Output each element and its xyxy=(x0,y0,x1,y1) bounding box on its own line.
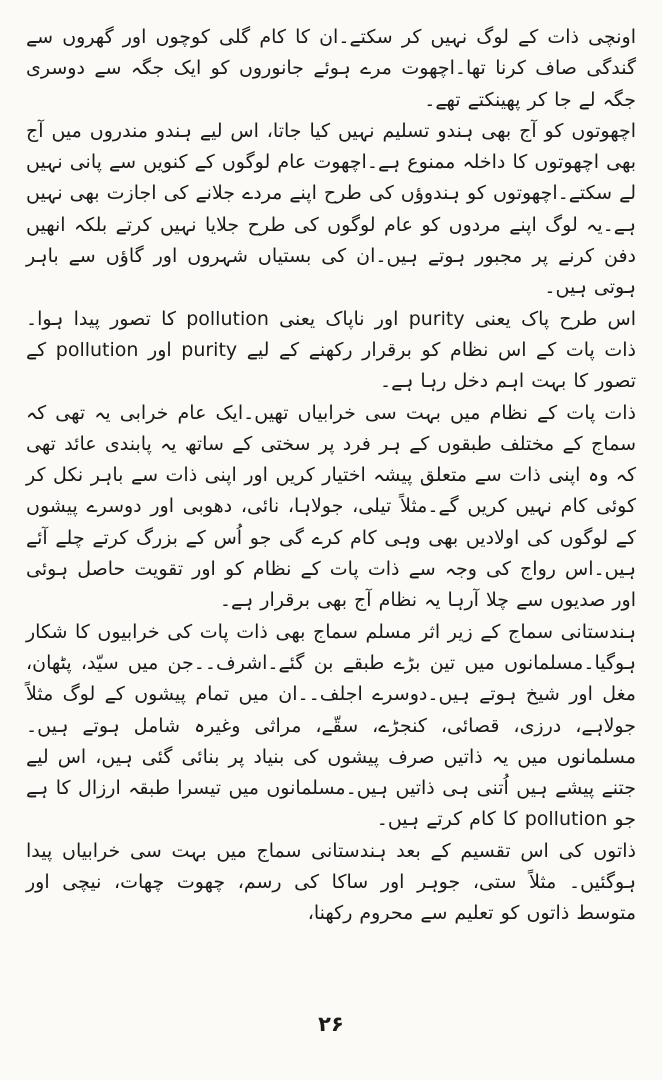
body-text xyxy=(26,22,636,930)
paragraph: اس طرح پاک یعنی purity اور ناپاک یعنی pollution کا تصور پیدا ہوا۔ ذات پات کے اس نظام کو برقرار رکھنے کے لیے purity اور pollution کے تصور کا بہت اہم دخل رہا ہے۔ xyxy=(26,307,636,393)
paragraph: اونچی ذات کے لوگ نہیں کر سکتے۔ان کا کام گلی کوچوں اور گھروں سے گندگی صاف کرنا تھا۔اچھوت مرے ہوئے جانوروں کو ایک جگہ سے دوسری جگہ لے جا کر پھینکتے تھے۔ xyxy=(26,26,636,111)
paragraph: ذاتوں کی اس تقسیم کے بعد ہندستانی سماج میں بہت سی خرابیاں پیدا ہوگئیں۔ مثلاً ستی، جوہر اور ساکا کی رسم، چھوت چھات، نیچی اور متوسط ذاتوں کو تعلیم سے محروم رکھنا، xyxy=(26,839,636,925)
paragraph: اچھوتوں کو آج بھی ہندو تسلیم نہیں کیا جاتا، اس لیے ہندو مندروں میں آج بھی اچھوتوں کا داخلہ ممنوع ہے۔اچھوت عام لوگوں کے کنویں سے پانی نہیں لے سکتے۔اچھوتوں کو ہندوؤں کی طرح اپنے مردے جلانے کی اجازت بھی نہیں ہے۔یہ لوگ اپنے مردوں کو عام لوگوں کی طرح جلایا نہیں کرتے بلکہ انھیں دفن کرنے پر مجبور ہوتے ہیں۔ان کی بستیاں شہروں اور گاؤں سے باہر ہوتی ہیں۔ xyxy=(26,119,636,299)
paragraph: ہندستانی سماج کے زیر اثر مسلم سماج بھی ذات پات کی خرابیوں کا شکار ہوگیا۔مسلمانوں میں تین بڑے طبقے بن گئے۔اشرف۔۔جن میں سیّد، پٹھان، مغل اور شیخ ہوتے ہیں۔دوسرے اجلف۔۔ان میں تمام پیشوں کے لوگ مثلاً جولاہے، درزی، قصائی، کنجڑے، سقّے، مراثی وغیرہ شامل ہوتے ہیں۔مسلمانوں میں یہ ذاتیں صرف پیشوں کی بنیاد پر بنائی گئی ہیں، اس لیے جتنے پیشے ہیں اُتنی ہی ذاتیں ہیں۔مسلمانوں میں تیسرا طبقہ ارزال کا ہے جو pollution کا کام کرتے ہیں۔ xyxy=(26,620,636,831)
paragraph: ذات پات کے نظام میں بہت سی خرابیاں تھیں۔ایک عام خرابی یہ تھی کہ سماج کے مختلف طبقوں کے ہر فرد پر سختی کے ساتھ یہ پابندی عائد تھی کہ وہ اپنی ذات سے متعلق پیشہ اختیار کریں اور اپنی ذات سے باہر نکل کر کوئی کام نہیں کریں گے۔مثلاً تیلی، جولاہا، نائی، دھوبی اور دوسرے پیشوں کے لوگوں کی اولادیں بھی وہی کام کرے گی جو اُس کے بزرگ کرتے چلے آئے ہیں۔اس رواج کی وجہ سے ذات پات کے نظام کو اور تقویت حاصل ہوئی اور صدیوں سے چلا آرہا یہ نظام آج بھی برقرار ہے۔ xyxy=(26,401,636,612)
page-number: ۲۶ xyxy=(318,1012,344,1036)
